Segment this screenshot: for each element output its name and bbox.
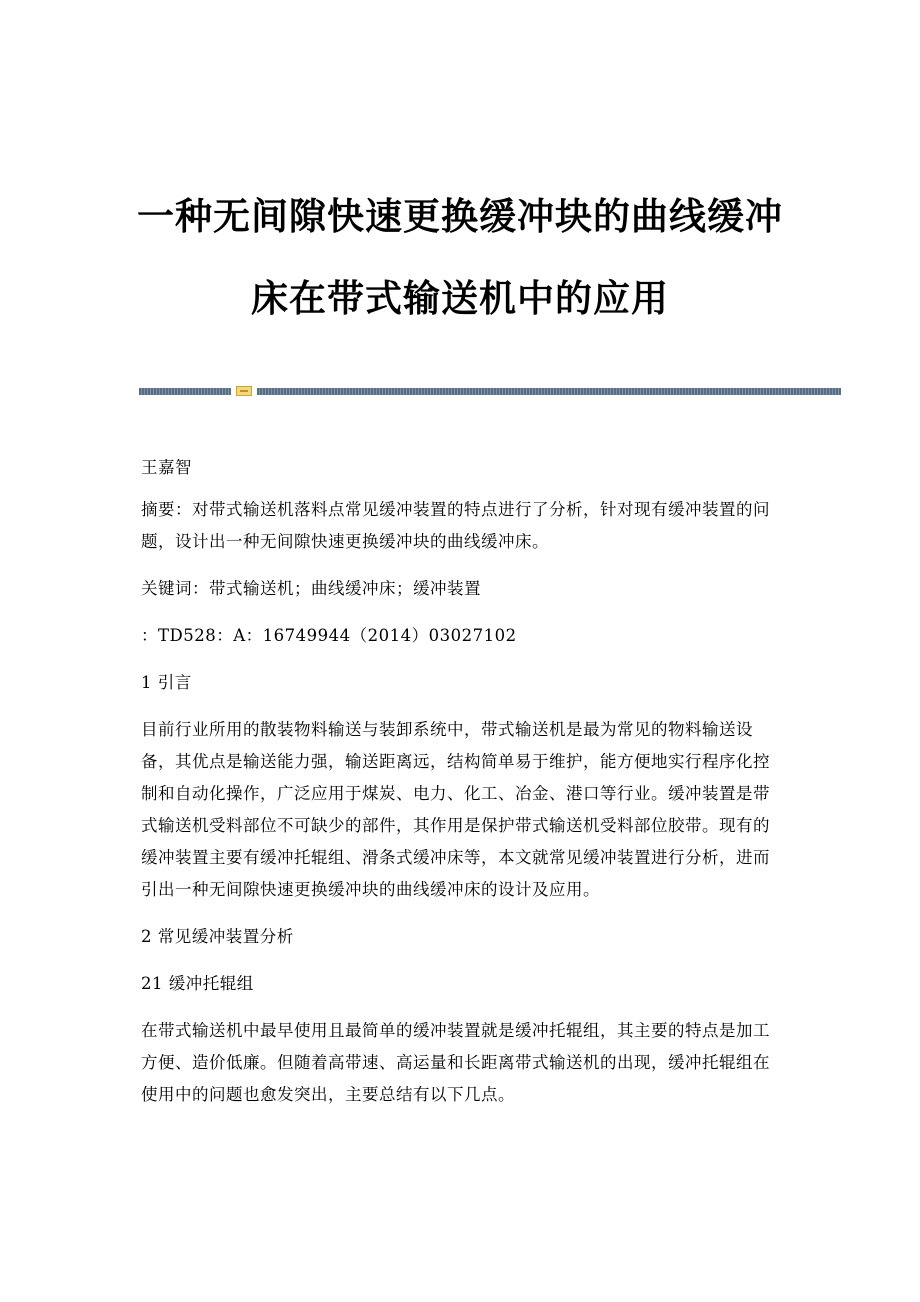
section-body-introduction: 目前行业所用的散装物料输送与装卸系统中，带式输送机是最为常见的物料输送设备，其优点是输送能力强，输送距离远，结构简单易于维护，能方便地实行程序化控制和自动化操作，广泛应用于煤炭、电力、化工、冶金、港口等行业。缓冲装置是带式输送机受料部位不可缺少的部件，其作用是保护带式输送机受料部位胶带。现有的缓冲装置主要有缓冲托辊组、滑条式缓冲床等，本文就常见缓冲装置进行分析，进而引出一种无间隙快速更换缓冲块的曲线缓冲床的设计及应用。 [141,720,770,899]
section-heading-analysis: 2 常见缓冲装置分析 [141,927,294,946]
paper-body [141,452,781,1126]
section-heading-introduction: 1 引言 [141,673,192,692]
divider-bar-right [257,388,841,395]
title-divider [139,386,841,396]
author: 王嘉智 [141,458,192,477]
divider-bar-left [139,388,231,395]
paper-title-line-2: 床在带式输送机中的应用 [251,277,669,320]
classification-codes: ：TD528：A：16749944（2014）03027102 [141,626,517,645]
paper-title-line-1: 一种无间隙快速更换缓冲块的曲线缓冲 [137,195,783,238]
keywords: 关键词：带式输送机；曲线缓冲床；缓冲装置 [141,579,481,598]
abstract: 摘要：对带式输送机落料点常见缓冲装置的特点进行了分析，针对现有缓冲装置的问题，设计出一种无间隙快速更换缓冲块的曲线缓冲床。 [141,500,770,551]
paper-title [100,176,820,340]
divider-ornament-icon [236,386,252,396]
subsection-body-buffer-idler: 在带式输送机中最早使用且最简单的缓冲装置就是缓冲托辊组，其主要的特点是加工方便、造价低廉。但随着高带速、高运量和长距离带式输送机的出现，缓冲托辊组在使用中的问题也愈发突出，主要总结有以下几点。 [141,1021,770,1104]
subsection-heading-buffer-idler: 21 缓冲托辊组 [141,974,254,993]
